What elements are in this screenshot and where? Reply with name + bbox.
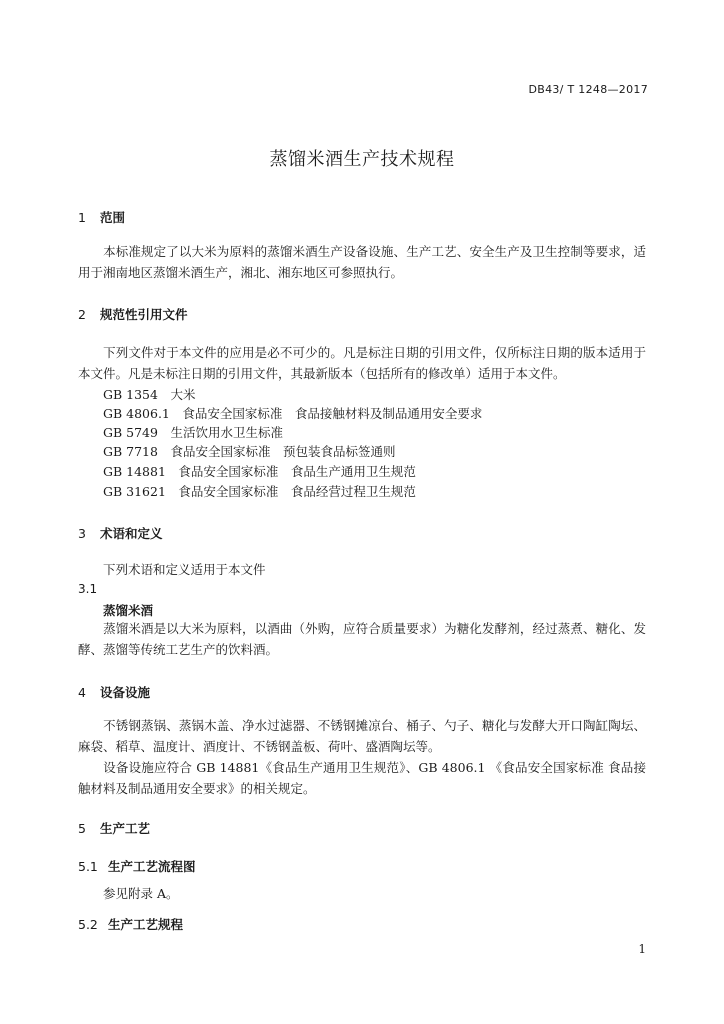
section-5-1-heading xyxy=(78,857,196,875)
section-title: 设备设施 xyxy=(100,685,151,700)
reference-item: GB 31621 食品安全国家标准 食品经营过程卫生规范 xyxy=(103,484,416,499)
document-number: DB43/ T 1248—2017 xyxy=(528,83,648,96)
term-definition: 蒸馏米酒是以大米为原料，以酒曲（外购，应符合质量要求）为糖化发酵剂，经过蒸煮、糖化、发酵、蒸馏等传统工艺生产的饮料酒。 xyxy=(78,621,646,657)
reference-item: GB 5749 生活饮用水卫生标准 xyxy=(103,425,283,440)
section-number: 1 xyxy=(78,210,86,225)
section-number: 4 xyxy=(78,685,86,700)
reference-item: GB 1354 大米 xyxy=(103,387,196,402)
section-3-intro: 下列术语和定义适用于本文件 xyxy=(103,562,266,577)
section-4-paragraph-2: 设备设施应符合 GB 14881《食品生产通用卫生规范》、GB 4806.1 《食品安全国家标准 食品接触材料及制品通用安全要求》的相关规定。 xyxy=(78,760,646,796)
section-number: 5.2 xyxy=(78,917,98,932)
section-title: 生产工艺规程 xyxy=(108,917,184,932)
term-number: 3.1 xyxy=(78,582,98,596)
section-5-2-heading xyxy=(78,915,183,933)
document-title: 蒸馏米酒生产技术规程 xyxy=(269,149,455,170)
section-title: 规范性引用文件 xyxy=(100,307,188,322)
section-title: 范围 xyxy=(100,210,126,225)
section-number: 2 xyxy=(78,307,86,322)
page-number: 1 xyxy=(638,942,646,956)
section-5-heading xyxy=(78,819,150,837)
section-4-paragraph-1: 不锈钢蒸锅、蒸锅木盖、净水过滤器、不锈钢摊凉台、桶子、勺子、糖化与发酵大开口陶缸陶坛、麻袋、稻草、温度计、酒度计、不锈钢盖板、荷叶、盛酒陶坛等。 xyxy=(78,718,646,754)
section-1-heading xyxy=(78,208,125,226)
section-5-1-paragraph: 参见附录 A。 xyxy=(103,886,179,901)
section-title: 术语和定义 xyxy=(100,526,163,541)
section-number: 5 xyxy=(78,821,86,836)
section-4-heading xyxy=(78,683,150,701)
section-3-heading xyxy=(78,524,163,542)
section-number: 5.1 xyxy=(78,859,98,874)
term-name: 蒸馏米酒 xyxy=(103,603,154,618)
reference-item: GB 14881 食品安全国家标准 食品生产通用卫生规范 xyxy=(103,464,416,479)
reference-item: GB 4806.1 食品安全国家标准 食品接触材料及制品通用安全要求 xyxy=(103,406,483,421)
section-number: 3 xyxy=(78,526,86,541)
section-2-paragraph: 下列文件对于本文件的应用是必不可少的。凡是标注日期的引用文件，仅所标注日期的版本适用于本文件。凡是未标注日期的引用文件，其最新版本（包括所有的修改单）适用于本文件。 xyxy=(78,345,646,381)
section-1-paragraph: 本标准规定了以大米为原料的蒸馏米酒生产设备设施、生产工艺、安全生产及卫生控制等要求，适用于湘南地区蒸馏米酒生产，湘北、湘东地区可参照执行。 xyxy=(78,244,646,280)
reference-item: GB 7718 食品安全国家标准 预包装食品标签通则 xyxy=(103,444,396,459)
section-title: 生产工艺 xyxy=(100,821,151,836)
section-2-heading xyxy=(78,305,188,323)
section-title: 生产工艺流程图 xyxy=(108,859,196,874)
